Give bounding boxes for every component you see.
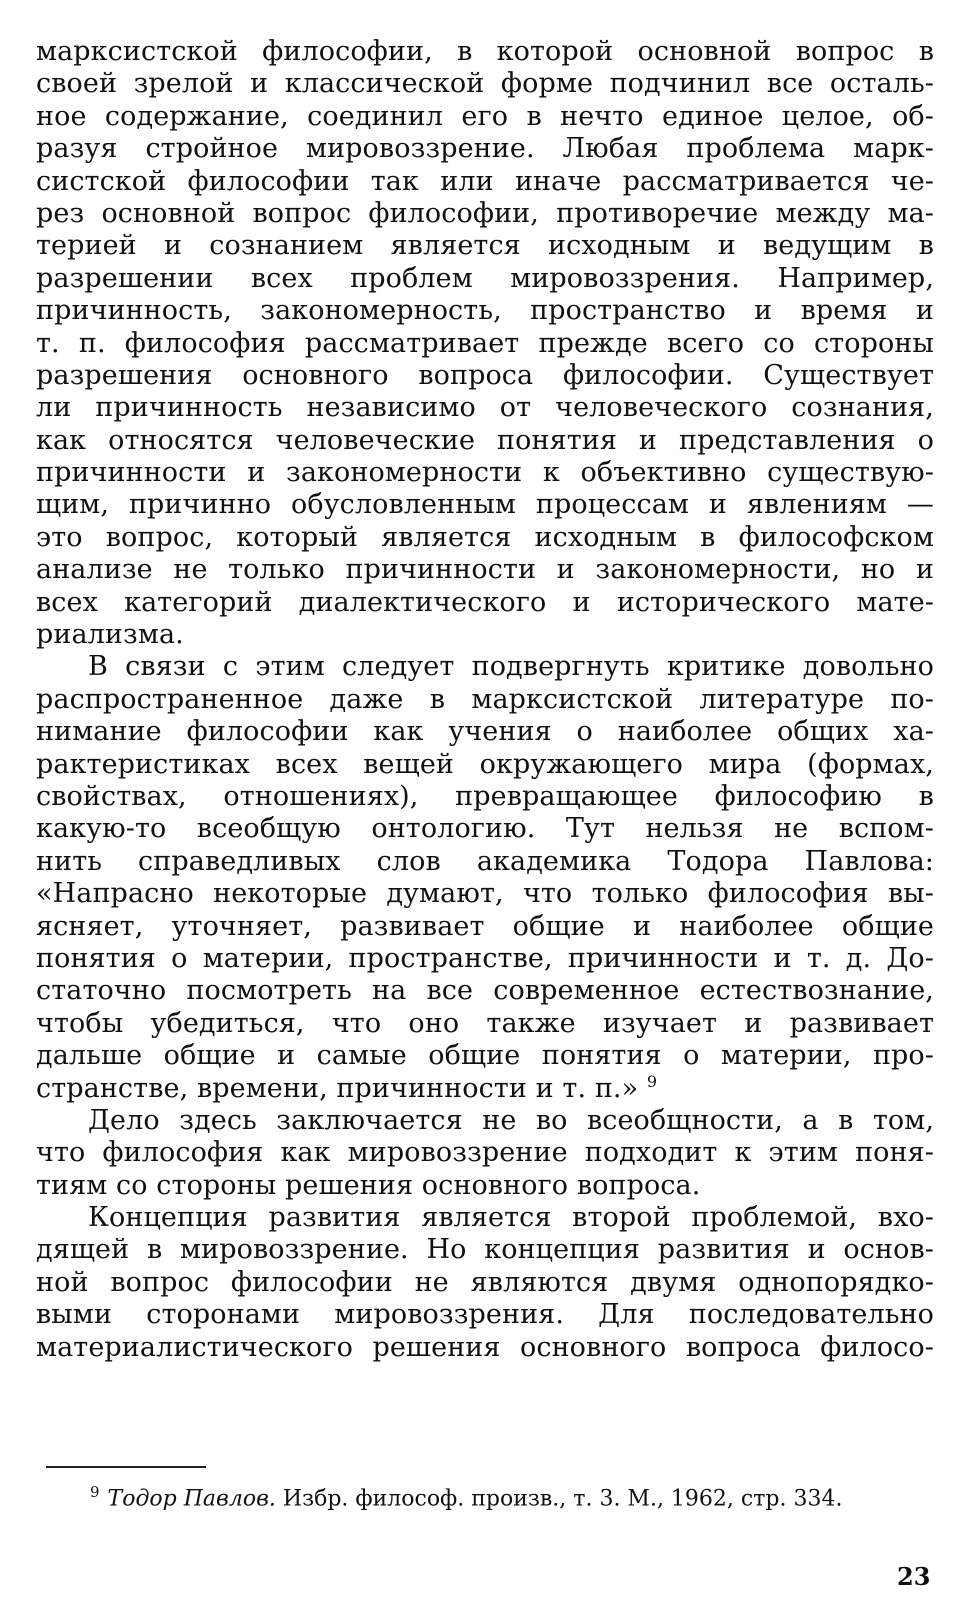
text-line: В связи с этим следует подвергнуть критике довольно xyxy=(88,651,934,683)
text-line: своей зрелой и классической форме подчинил все осталь- xyxy=(36,68,934,100)
text-line: терией и сознанием является исходным и ведущим в xyxy=(36,230,934,262)
footnote-number: 9 xyxy=(90,1483,100,1501)
text-line: марксистской философии, в которой основной вопрос в xyxy=(36,36,934,67)
text-line: щим, причинно обусловленным процессам и явлениям — xyxy=(36,489,934,521)
footnote xyxy=(90,1478,930,1513)
footnote-divider xyxy=(46,1466,206,1468)
text-line: выми сторонами мировоззрения. Для последовательно xyxy=(36,1299,934,1331)
text-line: распространенное даже в марксистской литературе по- xyxy=(36,683,934,715)
text-line: ли причинность независимо от человеческого сознания, xyxy=(36,392,934,424)
paragraph-3 xyxy=(36,1105,934,1202)
text-line: рактеристиках всех вещей окружающего мира (формах, xyxy=(36,748,934,780)
text-line: дальше общие и самые общие понятия о материи, про- xyxy=(36,1040,934,1072)
text-line: Дело здесь заключается не во всеобщности, а в том, xyxy=(88,1104,934,1136)
text-line: как относятся человеческие понятия и представления о xyxy=(36,424,934,456)
text-line: т. п. философия рассматривает прежде всего со стороны xyxy=(36,327,934,359)
text-line: анализе не только причинности и закономерности, но и xyxy=(36,554,934,586)
paragraph-1 xyxy=(36,36,934,651)
footnote-text: Избр. философ. произв., т. 3. М., 1962, стр. 334. xyxy=(282,1486,843,1512)
text-line: Концепция развития является второй проблемой, вхо- xyxy=(88,1202,934,1234)
main-text xyxy=(36,36,934,1364)
text-line: разуя стройное мировоззрение. Любая проблема марк- xyxy=(36,133,934,165)
text-line: понятия о материи, пространстве, причинности и т. д. До- xyxy=(36,942,934,974)
text-line: разрешения основного вопроса философии. Существует xyxy=(36,359,934,391)
text-line: материалистического решения основного вопроса филосо- xyxy=(36,1331,934,1363)
paragraph-4 xyxy=(36,1202,934,1364)
text-line: причинность, закономерность, пространство и время и xyxy=(36,295,934,327)
text-line: ное содержание, соединил его в нечто единое целое, об- xyxy=(36,100,934,132)
text-line: свойствах, отношениях), превращающее философию в xyxy=(36,780,934,812)
text-line: нить справедливых слов академика Тодора Павлова: xyxy=(36,845,934,877)
paragraph-2 xyxy=(36,651,934,1104)
text-line: разрешении всех проблем мировоззрения. Например, xyxy=(36,262,934,294)
text-line: это вопрос, который является исходным в философском xyxy=(36,521,934,553)
footnote-author: Тодор Павлов. xyxy=(107,1486,276,1512)
text-line: дящей в мировоззрение. Но концепция развития и основ- xyxy=(36,1234,934,1266)
text-line: причинности и закономерности к объективно существую- xyxy=(36,457,934,489)
page-number: 23 xyxy=(897,1562,931,1591)
text-line: странстве, времени, причинности и т. п.» xyxy=(36,1072,639,1104)
text-line: тиям со стороны решения основного вопроса. xyxy=(36,1169,701,1201)
footnote-reference: 9 xyxy=(646,1071,658,1091)
text-line: рез основной вопрос философии, противоречие между ма- xyxy=(36,197,934,229)
text-line: ной вопрос философии не являются двумя однопорядко- xyxy=(36,1266,934,1298)
text-line: какую-то всеобщую онтологию. Тут нельзя не вспом- xyxy=(36,813,934,845)
text-line: что философия как мировоззрение подходит к этим поня- xyxy=(36,1137,934,1169)
text-line: «Напрасно некоторые думают, что только философия вы- xyxy=(36,878,934,910)
text-line: систской философии так или иначе рассматривается че- xyxy=(36,165,934,197)
text-line-with-footnote-ref xyxy=(36,1073,934,1105)
text-line: риализма. xyxy=(36,619,184,651)
text-line: нимание философии как учения о наиболее общих ха- xyxy=(36,716,934,748)
text-line: всех категорий диалектического и исторического мате- xyxy=(36,586,934,618)
text-line: статочно посмотреть на все современное естествознание, xyxy=(36,975,934,1007)
text-line: чтобы убедиться, что оно также изучает и развивает xyxy=(36,1007,934,1039)
text-line: ясняет, уточняет, развивает общие и наиболее общие xyxy=(36,910,934,942)
